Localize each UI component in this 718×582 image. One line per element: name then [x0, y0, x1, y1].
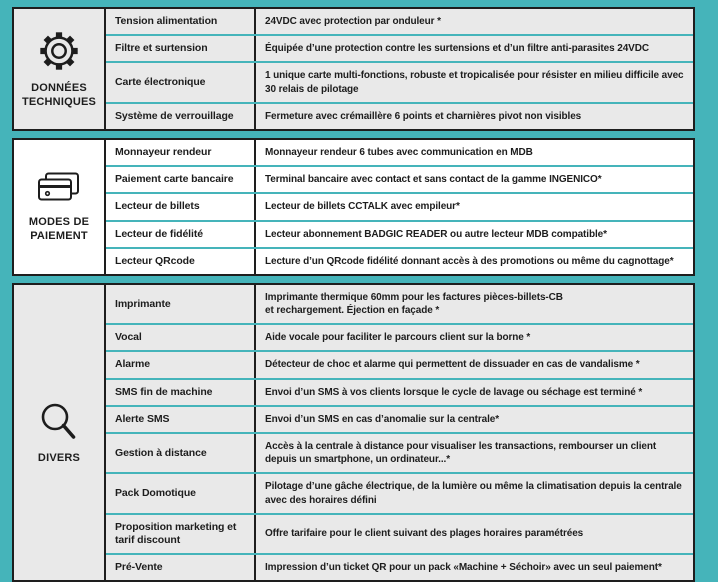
table-row	[106, 513, 693, 553]
row-value: Offre tarifaire pour le client suivant des plages horaires paramétrées	[265, 528, 584, 540]
gear-icon	[36, 28, 82, 74]
section-rows	[106, 285, 693, 580]
row-label: Gestion à distance	[106, 434, 256, 472]
section-header-divers	[14, 285, 106, 580]
row-value: Lecteur abonnement BADGIC READER ou autre lecteur MDB compatible*	[265, 228, 607, 240]
row-label: Système de verrouillage	[106, 104, 256, 129]
row-label: Lecteur QRcode	[106, 249, 256, 274]
row-label: SMS fin de machine	[106, 380, 256, 405]
section-divers	[12, 283, 695, 582]
table-row	[106, 102, 693, 129]
magnifier-icon	[37, 400, 81, 444]
table-row	[106, 432, 693, 472]
row-value: Détecteur de choc et alarme qui permettent de dissuader en cas de vandalisme *	[265, 359, 640, 371]
row-label: Filtre et surtension	[106, 36, 256, 61]
section-title: DONNÉES TECHNIQUES	[21, 81, 97, 109]
section-header-donnees-techniques	[14, 9, 106, 129]
row-value: Terminal bancaire avec contact et sans contact de la gamme INGENICO*	[265, 174, 602, 186]
row-label: Pré-Vente	[106, 555, 256, 580]
row-label: Lecteur de fidélité	[106, 222, 256, 247]
table-row	[106, 220, 693, 247]
table-row	[106, 323, 693, 350]
table-row	[106, 378, 693, 405]
row-label: Vocal	[106, 325, 256, 350]
section-donnees-techniques	[12, 7, 695, 131]
row-label: Monnayeur rendeur	[106, 140, 256, 165]
row-value: Envoi d’un SMS à vos clients lorsque le cycle de lavage ou séchage est terminé *	[265, 386, 643, 398]
row-label: Alerte SMS	[106, 407, 256, 432]
section-rows	[106, 140, 693, 274]
table-row	[106, 140, 693, 165]
spec-table	[12, 7, 695, 582]
row-label: Alarme	[106, 352, 256, 377]
row-label: Proposition marketing et tarif discount	[106, 515, 256, 553]
section-title: DIVERS	[37, 451, 81, 464]
section-rows	[106, 9, 693, 129]
row-value: Fermeture avec crémaillère 6 points et charnières pivot non visibles	[265, 110, 582, 122]
section-header-modes-de-paiement	[14, 140, 106, 274]
row-label: Lecteur de billets	[106, 194, 256, 219]
row-value: 1 unique carte multi-fonctions, robuste et tropicalisée pour résister en milieu difficile avec 30 relais de pilotage	[265, 70, 684, 95]
row-value: Imprimante thermique 60mm pour les factures pièces-billets-CB et rechargement. Éjection en façade *	[265, 291, 563, 317]
table-row	[106, 285, 693, 323]
table-row	[106, 34, 693, 61]
row-value: Aide vocale pour faciliter le parcours client sur la borne *	[265, 332, 531, 344]
row-value: 24VDC avec protection par onduleur *	[265, 16, 441, 27]
row-value: Monnayeur rendeur 6 tubes avec communication en MDB	[265, 146, 533, 158]
table-row	[106, 9, 693, 34]
section-title: MODES DE PAIEMENT	[28, 215, 90, 243]
row-value: Lecture d’un QRcode fidélité donnant accès à des promotions ou même du cagnottage*	[265, 255, 674, 267]
table-row	[106, 165, 693, 192]
row-value: Lecteur de billets CCTALK avec empileur*	[265, 201, 460, 213]
row-value: Envoi d’un SMS en cas d’anomalie sur la centrale*	[265, 413, 500, 425]
row-label: Carte électronique	[106, 63, 256, 101]
table-row	[106, 247, 693, 274]
row-value: Équipée d’une protection contre les surtensions et d’un filtre anti-parasites 24VDC	[265, 43, 650, 55]
table-row	[106, 472, 693, 512]
section-modes-de-paiement	[12, 138, 695, 276]
row-label: Tension alimentation	[106, 9, 256, 34]
table-row	[106, 405, 693, 432]
row-value: Pilotage d’une gâche électrique, de la lumière ou même la climatisation depuis la centrale avec des horaires défini	[265, 481, 682, 506]
credit-cards-icon	[35, 170, 83, 208]
table-row	[106, 61, 693, 101]
row-value: Accès à la centrale à distance pour visualiser les transactions, rembourser un client depuis un smartphone, un ordinateur...*	[265, 441, 657, 466]
row-value: Impression d’un ticket QR pour un pack «Machine + Séchoir» avec un seul paiement*	[265, 562, 662, 573]
row-label: Imprimante	[106, 285, 256, 323]
row-label: Paiement carte bancaire	[106, 167, 256, 192]
table-row	[106, 192, 693, 219]
table-row	[106, 553, 693, 580]
row-label: Pack Domotique	[106, 474, 256, 512]
table-row	[106, 350, 693, 377]
